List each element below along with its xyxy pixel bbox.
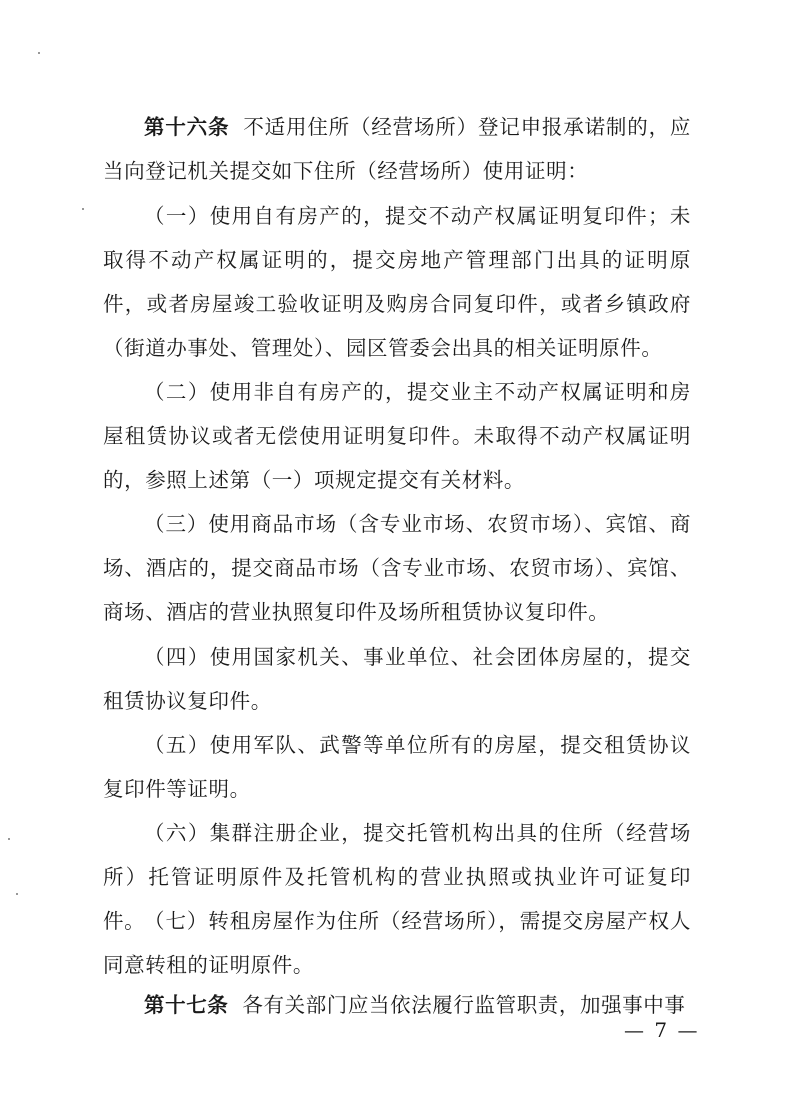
item-3: （三）使用商品市场（含专业市场、农贸市场）、宾馆、商场、酒店的，提交商品市场（含专业市场、农贸市场）、宾馆、商场、酒店的营业执照复印件及场所租赁协议复印件。 bbox=[103, 512, 691, 624]
item-4: （四）使用国家机关、事业单位、社会团体房屋的，提交租赁协议复印件。 bbox=[103, 645, 691, 713]
item-2: （二）使用非自有房产的，提交业主不动产权属证明和房屋租赁协议或者无偿使用证明复印件。未取得不动产权属证明的，参照上述第（一）项规定提交有关材料。 bbox=[103, 380, 691, 492]
scan-speck bbox=[82, 208, 84, 210]
scan-speck bbox=[8, 838, 10, 840]
scan-speck bbox=[38, 52, 40, 54]
article-17-heading: 第十七条 bbox=[144, 993, 229, 1017]
scan-speck bbox=[16, 893, 18, 895]
article-16-heading: 第十六条 bbox=[144, 115, 230, 139]
article-17 bbox=[103, 983, 691, 1027]
article-16 bbox=[103, 105, 691, 193]
item-1: （一）使用自有房产的，提交不动产权属证明复印件；未取得不动产权属证明的，提交房地产管理部门出具的证明原件，或者房屋竣工验收证明及购房合同复印件，或者乡镇政府（街道办事处、管理处）、园区管委会出具的相关证明原件。 bbox=[103, 204, 691, 360]
article-17-text: 各有关部门应当依法履行监管职责，加强事中事 bbox=[242, 993, 686, 1017]
item-6: （六）集群注册企业，提交托管机构出具的住所（经营场所）托管证明原件及托管机构的营业执照或执业许可证复印件。 bbox=[103, 821, 691, 933]
article-16-text: 不适用住所（经营场所）登记申报承诺制的，应当向登记机关提交如下住所（经营场所）使用证明： bbox=[103, 115, 691, 183]
item-7: （七）转租房屋作为住所（经营场所），需提交房屋产权人同意转租的证明原件。 bbox=[103, 909, 691, 977]
item-5: （五）使用军队、武警等单位所有的房屋，提交租赁协议复印件等证明。 bbox=[103, 733, 691, 801]
page-number: — 7 — bbox=[624, 1018, 700, 1042]
